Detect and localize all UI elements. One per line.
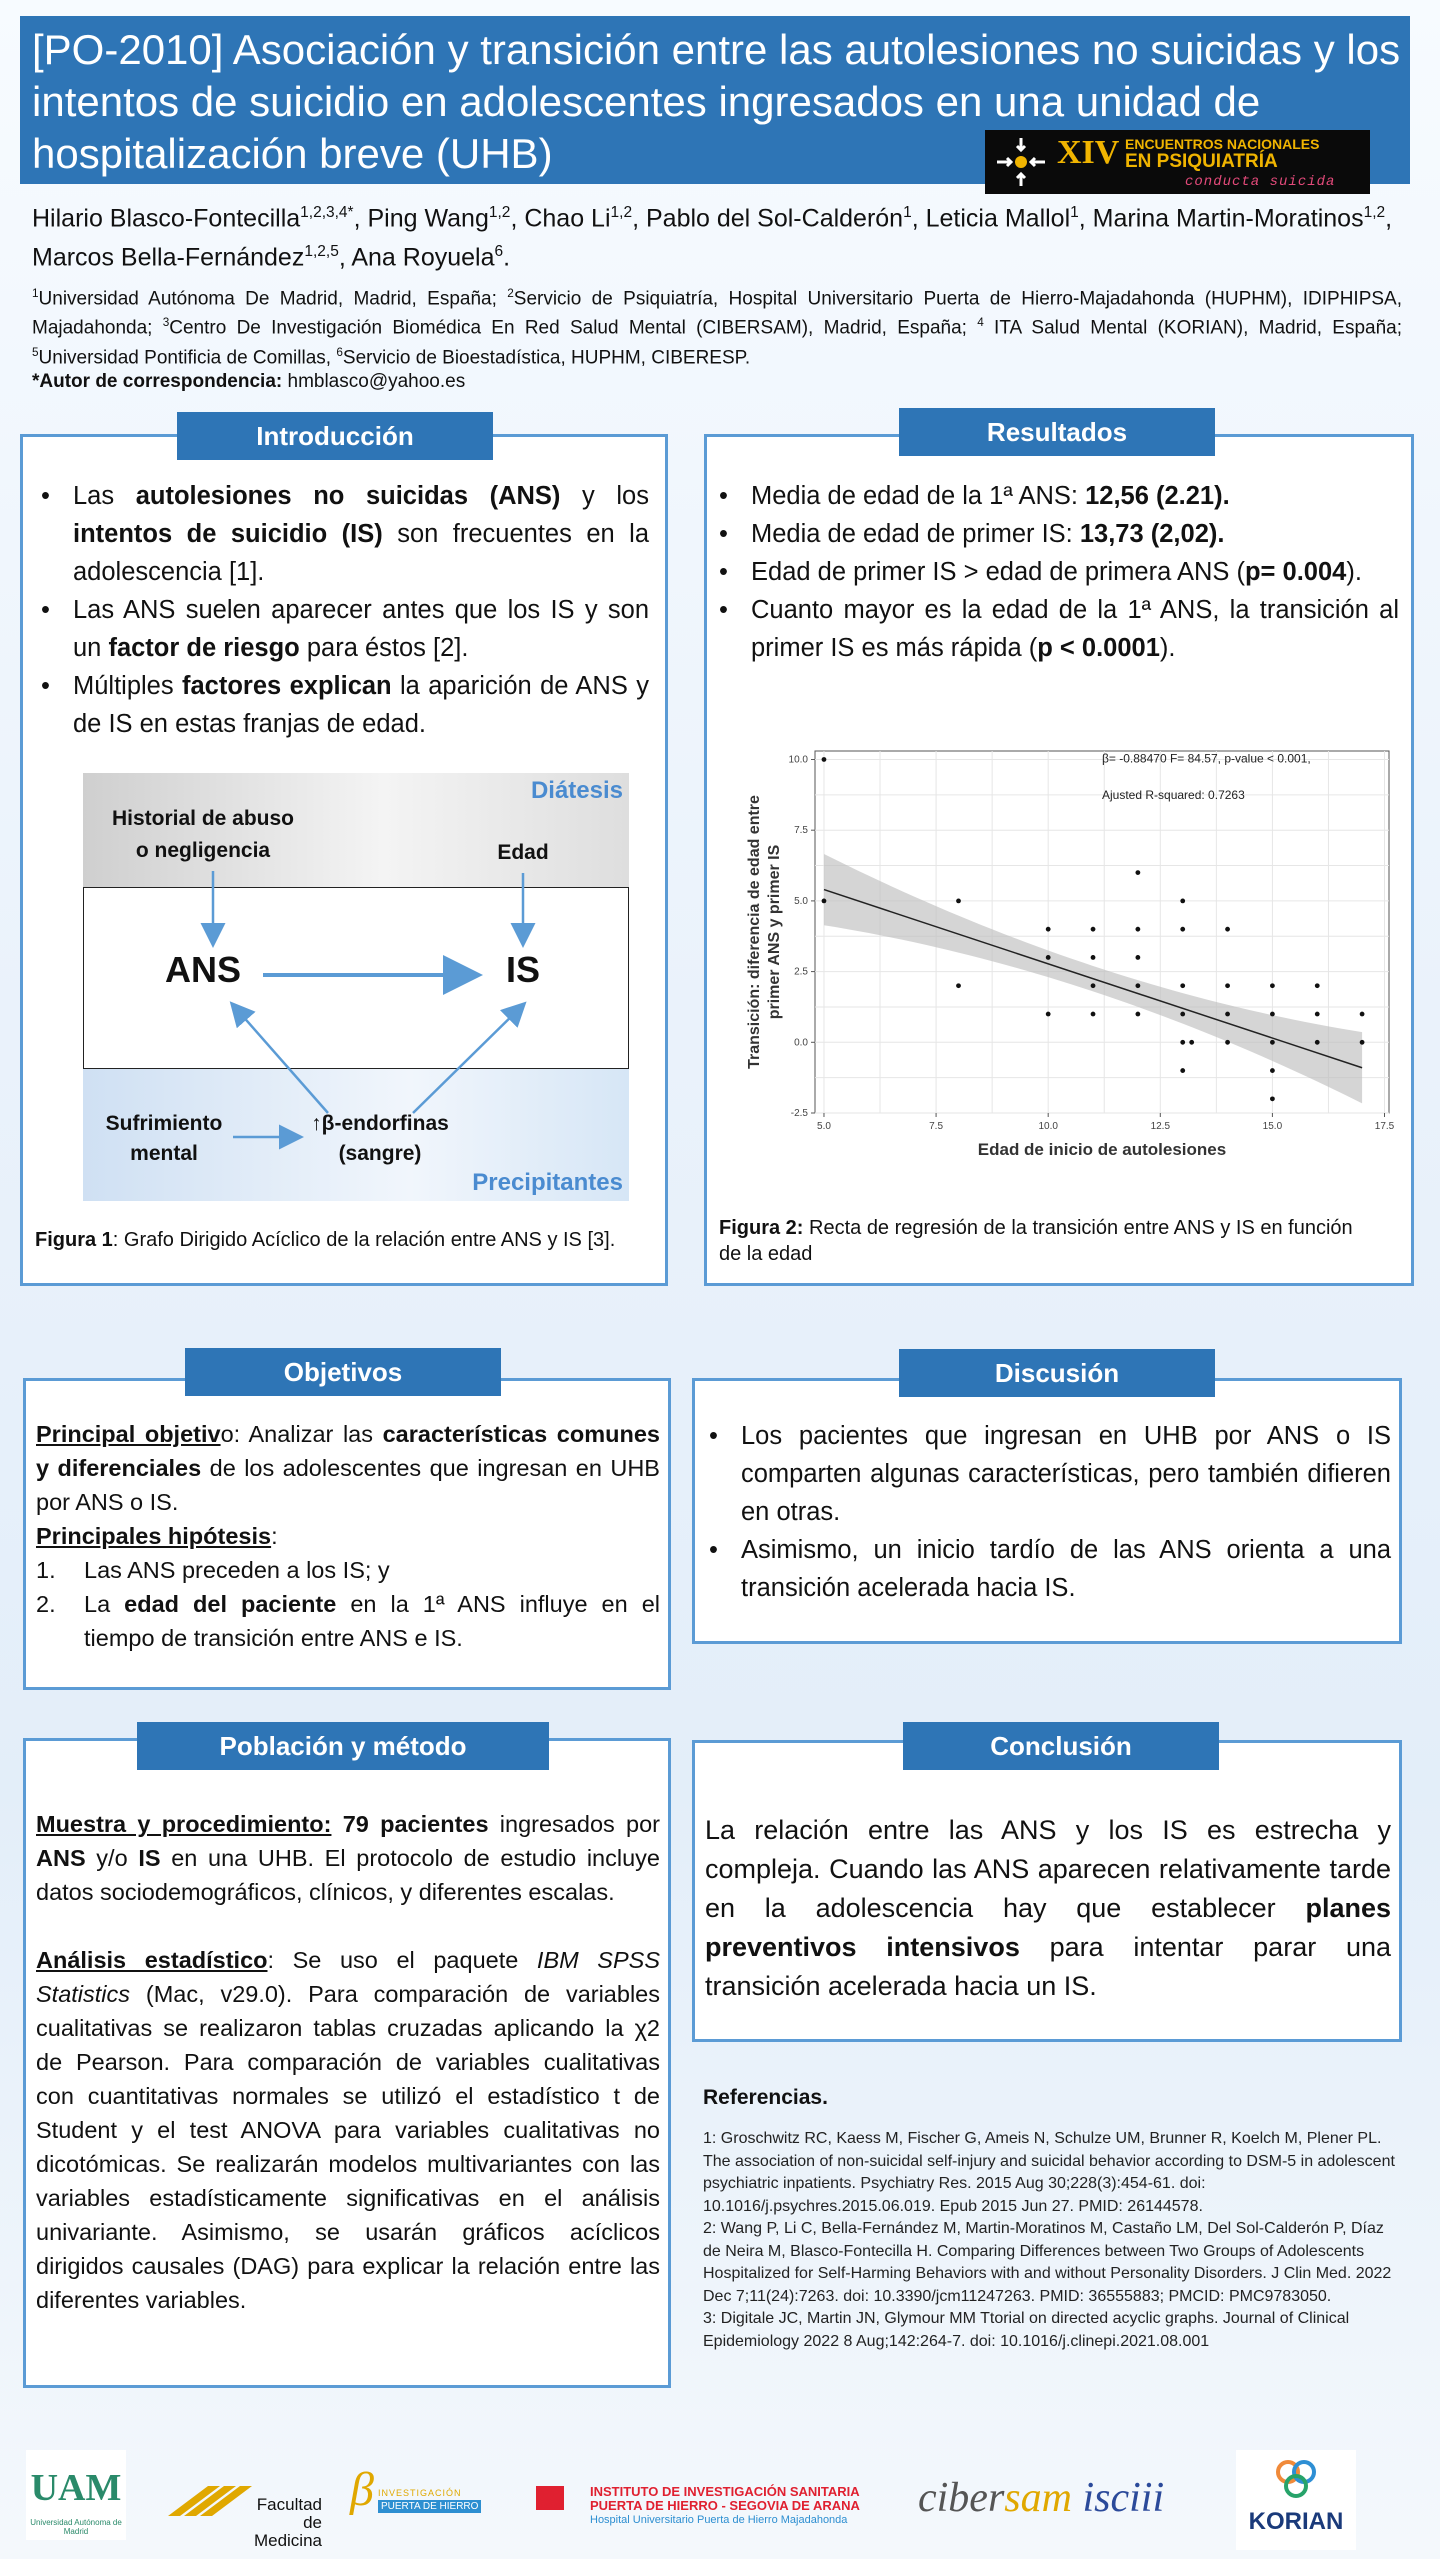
conclusion-box	[692, 1740, 1402, 2042]
data-point	[1091, 1012, 1096, 1017]
reference-item: 2: Wang P, Li C, Bella-Fernández M, Martin-Moratinos M, Castaño LM, Del Sol-Calderón P, Díaz de Neira M, Blasco-Fontecilla H. Comparing Differences between Two Groups of Adolescents Hospitalized for Self-Harming Behaviors with and without Personality Disorders. J Clin Med. 2022 Dec 7;11(24):7263. doi: 10.3390/jcm11247263. PMID: 36555883; PMCID: PMC9783050.	[703, 2220, 1392, 2305]
data-point	[1046, 955, 1051, 960]
discussion-header: Discusión	[899, 1349, 1215, 1397]
abuse-label: Historial de abuso o negligencia	[111, 807, 295, 862]
arrow-endorfinas-is	[413, 1005, 523, 1113]
intro-box	[20, 434, 668, 1286]
diatesis-label: Diátesis	[530, 777, 623, 804]
data-point	[956, 898, 961, 903]
regression-chart	[725, 737, 1405, 1157]
x-axis-label: Edad de inicio de autolesiones	[977, 1140, 1227, 1157]
korian-logo	[1236, 2450, 1356, 2550]
author: Ana Royuela	[351, 243, 495, 272]
facultad-logo-text: Facultad de Medicina	[253, 2495, 322, 2550]
data-point	[1180, 1068, 1185, 1073]
author-sup: 6	[494, 243, 504, 261]
results-box	[704, 434, 1414, 1286]
sponsor-logos	[0, 2440, 1440, 2550]
author: Pablo del Sol-Calderón	[645, 204, 904, 233]
x-tick-label: 5.0	[817, 1121, 831, 1132]
author: Marcos Bella-Fernández	[32, 243, 305, 272]
results-bullet-2: • Media de edad de primer IS: 13,73 (2,02).	[751, 515, 1399, 553]
figure2-caption: Figura 2: Recta de regresión de la transición entre ANS y IS en función de la edad	[719, 1217, 1353, 1265]
data-point	[1225, 927, 1230, 932]
data-point	[822, 898, 827, 903]
data-point	[1225, 983, 1230, 988]
affil-sup: 6	[336, 345, 343, 359]
results-body	[711, 477, 1399, 667]
data-point	[1360, 1040, 1365, 1045]
results-bullet-1: • Media de edad de la 1ª ANS: 12,56 (2.21).	[751, 477, 1399, 515]
precipitantes-label: Precipitantes	[472, 1169, 623, 1196]
affil-text: Servicio de Psiquiatría, Hospital Universitario Puerta de Hierro-Majadahonda (HUPHM), IDIPHIPSA, Majadahonda;	[32, 288, 1402, 339]
data-point	[1046, 927, 1051, 932]
affil-sup: 5	[32, 345, 39, 359]
data-point	[1180, 983, 1185, 988]
discussion-bullet-1: • Los pacientes que ingresan en UHB por ANS o IS comparten algunas características, pero también difieren en otras.	[741, 1417, 1391, 1531]
data-point	[1180, 898, 1185, 903]
affil-text: Centro De Investigación Biomédica En Red Salud Mental (CIBERSAM), Madrid, España;	[169, 317, 978, 339]
arrows-logo-icon	[993, 136, 1049, 188]
data-point	[1270, 983, 1275, 988]
xiv-encuentros-logo	[985, 130, 1370, 194]
y-tick-label: 0.0	[794, 1037, 808, 1049]
data-point	[1270, 1096, 1275, 1101]
hypothesis-2: 2. La edad del paciente en la 1ª ANS influye en el tiempo de transición entre ANS e IS.	[36, 1591, 660, 1651]
data-point	[1135, 983, 1140, 988]
y-tick-label: 5.0	[794, 895, 808, 907]
affil-text: Servicio de Bioestadística, HUPHM, CIBERESP.	[342, 346, 751, 368]
iis-logo-line3: Hospital Universitario Puerta de Hierro Majadahonda	[590, 2514, 848, 2526]
intro-bullet-1: • Las autolesiones no suicidas (ANS) y los intentos de suicidio (IS) son frecuentes en la adolescencia [1].	[73, 477, 649, 591]
logo-line1: ENCUENTROS NACIONALES	[1125, 136, 1320, 152]
method-analysis: Análisis estadístico: Se uso el paquete IBM SPSS Statistics (Mac, v29.0). Para comparación de variables cualitativas se realizaron tablas cruzadas aplicando la χ2 de Pearson. Para comparación de variables cualitativas con cuantitativas normales se utilizó el estadístico t de Student y el test ANOVA para variables cualitativas no dicotómicas. Se realizarán modelos multivariantes con las variables estadísticamente significativas en el análisis univariante. Asimismo, se usarán gráficos acíclicos dirigidos causales (DAG) para explicar la relación entre las diferentes variables.	[36, 1947, 661, 2313]
ans-node: ANS	[164, 949, 241, 990]
method-body	[36, 1807, 660, 2317]
author: Leticia Mallol	[925, 204, 1071, 233]
references-title: Referencias.	[703, 2086, 828, 2109]
author: Chao Li	[524, 204, 611, 233]
stats-annotation: β= -0.88470 F= 84.57, p-value < 0.001,	[1102, 751, 1311, 766]
investigacion-logo-line1: INVESTIGACIÓN	[378, 2488, 462, 2498]
method-sample: Muestra y procedimiento: 79 pacientes ingresados por ANS y/o IS en una UHB. El protocolo de estudio incluye datos sociodemográficos, clínicos, y diferentes escalas.	[36, 1811, 660, 1905]
objectives-box	[23, 1378, 671, 1690]
x-tick-label: 15.0	[1262, 1121, 1283, 1132]
intro-header: Introducción	[177, 412, 493, 460]
is-node: IS	[505, 949, 540, 990]
data-point	[1189, 1040, 1194, 1045]
y-tick-label: 2.5	[794, 966, 808, 978]
data-point	[822, 757, 827, 762]
author: Hilario Blasco-Fontecilla	[32, 204, 301, 233]
data-point	[1135, 955, 1140, 960]
sufrimiento-label: Sufrimiento mental	[105, 1112, 223, 1165]
y-tick-label: 7.5	[794, 825, 808, 837]
y-tick-label: -2.5	[790, 1108, 808, 1119]
data-point	[1270, 1040, 1275, 1045]
reference-item: 3: Digitale JC, Martin JN, Glymour MM Ttorial on directed acyclic graphs. Journal of Clinical Epidemiology 2022 8 Aug;142:264-7. doi: 10.1016/j.clinepi.2021.08.001	[703, 2310, 1350, 2350]
data-point	[1315, 983, 1320, 988]
endorfinas-label: ↑β-endorfinas (sangre)	[311, 1112, 449, 1165]
data-point	[1091, 983, 1096, 988]
data-point	[1225, 1040, 1230, 1045]
iis-logo-line1: INSTITUTO DE INVESTIGACIÓN SANITARIA	[590, 2484, 860, 2499]
figure1-caption: Figura 1: Grafo Dirigido Acíclico de la relación entre ANS y IS [3].	[35, 1229, 616, 1251]
investigacion-logo-line2: PUERTA DE HIERRO	[378, 2500, 481, 2513]
affil-text: Universidad Pontificia de Comillas,	[38, 346, 337, 368]
author-sup: 1,2	[488, 204, 511, 221]
discussion-bullet-2: • Asimismo, un inicio tardío de las ANS orienta a una transición acelerada hacia IS.	[741, 1531, 1391, 1607]
intro-bullet-3: • Múltiples factores explican la aparición de ANS y de IS en estas franjas de edad.	[73, 667, 649, 743]
objectives-header: Objetivos	[185, 1348, 501, 1396]
affil-sup: 4	[977, 316, 984, 330]
arrow-endorfinas-ans	[233, 1005, 328, 1113]
data-point	[1360, 1012, 1365, 1017]
intro-bullet-2: • Las ANS suelen aparecer antes que los IS y son un factor de riesgo para éstos [2].	[73, 591, 649, 667]
cibersam-isciii-logo: cibersam isciii	[918, 2475, 1165, 2521]
author: Marina Martin-Moratinos	[1092, 204, 1364, 233]
uam-logo	[26, 2450, 126, 2540]
data-point	[1225, 1012, 1230, 1017]
author-sup: 1,2,3,4*	[300, 204, 354, 221]
conclusion-header: Conclusión	[903, 1722, 1219, 1770]
data-point	[1046, 1012, 1051, 1017]
data-point	[956, 983, 961, 988]
objectives-body	[36, 1417, 660, 1655]
investigacion-logo-mark: β	[350, 2463, 374, 2516]
affil-sup: 2	[507, 287, 514, 300]
y-axis-label: Transición: diferencia de edad entre primer ANS y primer IS	[746, 795, 783, 1069]
logo-numeral: XIV	[1057, 134, 1120, 171]
discussion-box	[692, 1378, 1402, 1644]
intro-body	[33, 477, 649, 743]
correspondence-email[interactable]: hmblasco@yahoo.es	[282, 370, 466, 392]
author-list: Hilario Blasco-Fontecilla$^{1,2,3,4*}$, Ping Wang$^{1,2}$, Chao Li$^{1,2}$, Pablo del Sol-Calderón$^1$, Leticia Mallol$^1$, Marina Martin-Moratinos$^{1,2}$, Marcos Bella-Fernández$^{1,2,5}$, Ana Royuela$^6$.	[32, 204, 1393, 272]
r2-annotation: Ajusted R-squared: 0.7263	[1102, 788, 1245, 803]
x-tick-label: 17.5	[1374, 1121, 1395, 1132]
author: Ping Wang	[367, 204, 489, 233]
logo-line2: EN PSIQUIATRÍA	[1125, 151, 1278, 172]
affil-text: ITA Salud Mental (KORIAN), Madrid, España;	[983, 317, 1403, 339]
hypotheses-label: Principales hipótesis:	[36, 1523, 278, 1549]
data-point	[1270, 1012, 1275, 1017]
edad-label: Edad	[497, 841, 549, 864]
objective-main: Principal objetivo: Analizar las características comunes y diferenciales de los adolescentes que ingresan en UHB por ANS o IS.	[36, 1421, 660, 1515]
data-point	[1135, 927, 1140, 932]
author-sup: 1,2	[610, 204, 633, 221]
data-point	[1270, 1068, 1275, 1073]
data-point	[1135, 870, 1140, 875]
logo-line3: conducta suicida	[1185, 174, 1336, 190]
dag-arrows	[83, 773, 629, 1201]
data-point	[1180, 1040, 1185, 1045]
author-sup: 1	[1070, 204, 1079, 221]
korian-logo-text: KORIAN	[1248, 2508, 1344, 2535]
correspondence-label: *Autor de correspondencia:	[32, 370, 283, 392]
data-point	[1180, 1012, 1185, 1017]
iis-logo-mark	[536, 2486, 564, 2510]
y-tick-label: 10.0	[788, 754, 808, 766]
data-point	[1135, 1012, 1140, 1017]
iis-logo-line2: PUERTA DE HIERRO - SEGOVIA DE ARANA	[590, 2498, 860, 2513]
discussion-body	[701, 1417, 1391, 1607]
author-sup: 1,2	[1363, 204, 1386, 221]
results-header: Resultados	[899, 408, 1215, 456]
results-bullet-3: • Edad de primer IS > edad de primera ANS (p= 0.004).	[751, 553, 1399, 591]
method-box	[23, 1738, 671, 2388]
data-point	[1315, 1040, 1320, 1045]
dag-diagram	[83, 773, 629, 1201]
references	[703, 2086, 1403, 2353]
hypothesis-1: 1. Las ANS preceden a los IS; y	[36, 1557, 390, 1583]
korian-knot-icon	[1274, 2458, 1318, 2498]
x-tick-label: 7.5	[929, 1121, 944, 1132]
x-tick-label: 10.0	[1038, 1121, 1058, 1132]
affiliations	[32, 282, 1402, 394]
affil-text: Universidad Autónoma De Madrid, Madrid, España;	[38, 288, 508, 310]
data-point	[1091, 955, 1096, 960]
author-sup: 1	[903, 204, 912, 221]
data-point	[1091, 927, 1096, 932]
uam-logo-sub: Universidad Autónoma de Madrid	[30, 2518, 122, 2536]
uam-logo-text: UAM	[30, 2467, 122, 2509]
method-header: Población y método	[137, 1722, 549, 1770]
affil-sup: 3	[162, 316, 170, 330]
author-sup: 1,2,5	[304, 243, 339, 261]
poster-title: [PO-2010] Asociación y transición entre las autolesiones no suicidas y los intentos de suicidio en adolescentes ingresados en una unidad de hospitalización breve (UHB)	[32, 26, 1401, 177]
conclusion-body: La relación entre las ANS y los IS es estrecha y compleja. Cuando las ANS aparecen relativamente tarde en la adolescencia hay que establecer planes preventivos intensivos para intentar parar una transición acelerada hacia un IS.	[705, 1815, 1391, 2001]
results-bullet-4: • Cuanto mayor es la edad de la 1ª ANS, la transición al primer IS es más rápida (p < 0.0001).	[751, 591, 1399, 667]
data-point	[1315, 1012, 1320, 1017]
data-point	[1180, 927, 1185, 932]
affil-sup: 1	[32, 287, 39, 300]
x-tick-label: 12.5	[1150, 1121, 1171, 1132]
reference-item: 1: Groschwitz RC, Kaess M, Fischer G, Ameis N, Schulze UM, Brunner R, Koelch M, Plener PL. The association of non-suicidal self-injury and suicidal behavior according to DSM-5 in adolescent psychiatric inpatients. Psychiatry Res. 2015 Aug 30;228(3):454-61. doi: 10.1016/j.psychres.2015.06.019. Epub 2015 Jun 27. PMID: 26144578.	[703, 2130, 1395, 2215]
